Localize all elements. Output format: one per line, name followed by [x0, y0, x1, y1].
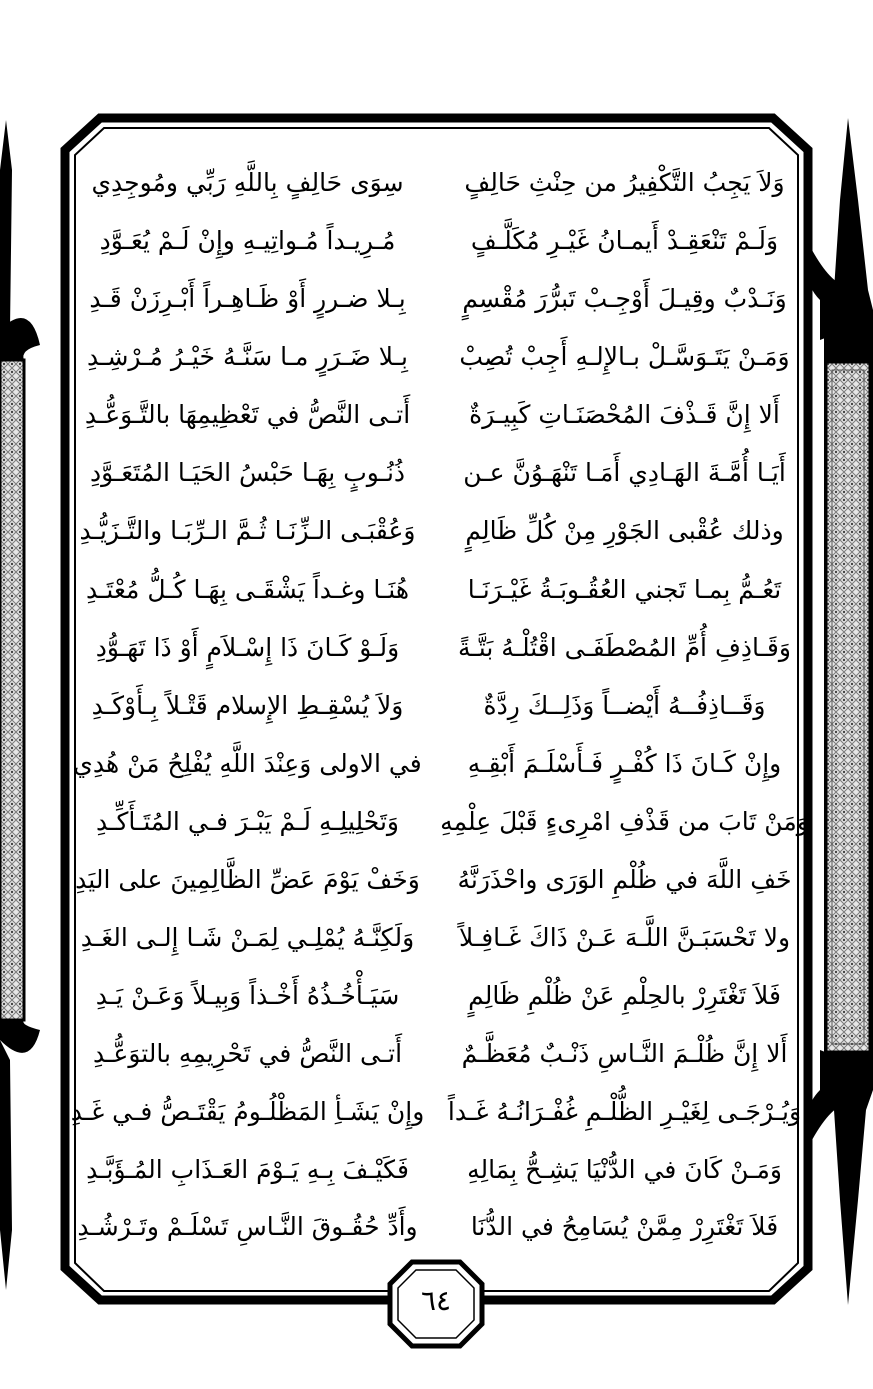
page-number: ٦٤ — [420, 1283, 452, 1317]
verse-line — [80, 679, 792, 733]
verse-first-hemistich: وَنَـدْبٌ وقِيـلَ أَوْجِـبْ تَبرُّرَ مُقْسِمٍ — [462, 284, 787, 313]
verse-line — [80, 156, 792, 210]
right-ornament — [808, 118, 873, 1305]
verse-second-hemistich: بِـلا ضـررٍ أَوْ ظَـاهِـراً أَبْـرِزَنْ قَـدِ — [89, 284, 406, 313]
verse-first-hemistich: وَلاَ يَجِبُ التَّكْفِيرُ من حِنْثِ حَالِفٍ — [464, 168, 785, 197]
verse-line — [80, 388, 792, 442]
verse-second-hemistich: بِـلا ضَـرَرٍ مـا سَنَّـهُ خَيْـرُ مُـرْشِـدِ — [87, 342, 408, 371]
verse-second-hemistich: سِوَى حَالِفٍ بِاللَّهِ رَبِّي ومُوجِدِي — [91, 168, 404, 197]
verse-line — [73, 737, 792, 791]
verse-line — [80, 1027, 792, 1081]
verse-second-hemistich: فَكَيْـفَ بِـهِ يَـوْمَ العَـذَابِ المُـؤَبَّـدِ — [86, 1155, 409, 1184]
verse-first-hemistich: أَيَـا أُمَّـةَ الهَـادِي أَمَـا تَنْهَـوُنَّ عـن — [463, 458, 786, 487]
verse-second-hemistich: وَلاَ يُسْقِـطِ الإِسلام قَتْـلاً بِـأَوْكَـدِ — [91, 691, 404, 720]
poem-verses — [70, 150, 809, 1265]
verse-line — [80, 330, 792, 384]
verse-first-hemistich: وَقَـاذِفِ أُمِّ المُصْطَفَـى اقْتُلْـهُ بَتَّـةً — [458, 633, 791, 662]
verse-first-hemistich: فَلاَ تَغْتَرِرْ بالحِلْمِ عَنْ ظُلْمِ ظَالِمٍ — [468, 981, 781, 1010]
verse-second-hemistich: وَلَكِنَّـهُ يُمْلِـي لِمَـنْ شَـا إِلـى الغَـدِ — [80, 923, 415, 952]
verse-first-hemistich: فَلاَ تَغْتَرِرْ مِمَّنْ يُسَامِحُ في الدُّنَا — [470, 1212, 779, 1241]
verse-first-hemistich: خَفِ اللَّهَ في ظُلْمِ الوَرَى واحْذَرَنَّهُ — [457, 865, 792, 894]
verse-second-hemistich: سَيَـأْخُـذُهُ أَخْـذاً وَبِيـلاً وَعَـنْ يَـدِ — [95, 981, 400, 1010]
left-ornament — [0, 120, 40, 1290]
verse-first-hemistich: وَمَنْ تَابَ من قَذْفِ امْرِىءٍ قَبْلَ عِلْمِهِ — [440, 807, 809, 836]
verse-first-hemistich: وَمَـنْ يَتَـوَسَّـلْ بـالإِلـهِ أَجِبْ تُصِبْ — [459, 342, 790, 371]
verse-second-hemistich: وَعُقْبَـى الـزِّنَـا ثُـمَّ الـرِّبَـا والتَّـزَيُّـدِ — [79, 516, 416, 545]
verse-line — [80, 795, 809, 849]
verse-second-hemistich: هُنَـا وغـداً يَشْقَـى بِهَـا كُـلُّ مُعْتَـدِ — [85, 575, 410, 604]
verse-line — [80, 1143, 792, 1197]
verse-first-hemistich: وَيُـرْجَـى لِغَيْـرِ الظُّلْـمِ غُفْـرَانُـهُ غَـداً — [447, 1097, 802, 1126]
verse-second-hemistich: في الاولى وَعِنْدَ اللَّهِ يُفْلِحُ مَنْ هُدِي — [73, 749, 422, 778]
verse-line — [80, 214, 792, 268]
verse-second-hemistich: أَتـى النَّصُّ في تَحْرِيمِهِ بالتوَعُّـدِ — [92, 1039, 403, 1068]
verse-second-hemistich: ذُنُـوبٍ بِهَـا حَبْسُ الحَيَـا المُتَعَـوَّدِ — [89, 458, 406, 487]
verse-second-hemistich: وإِنْ يَشَـأِ المَظْلُـومُ يَقْتَـصُّ فـي غَـدِ — [70, 1097, 425, 1126]
verse-line — [80, 272, 792, 326]
verse-second-hemistich: وَلَـوْ كَـانَ ذَا إِسْـلاَمٍ أَوْ ذَا تَهَـوُّدِ — [95, 633, 400, 662]
verse-second-hemistich: وَخَفْ يَوْمَ عَضِّ الظَّالِمِينَ على اليَدِ — [75, 865, 420, 894]
verse-first-hemistich: وَلَـمْ تَنْعَقِـدْ أَيمـانُ غَيْـرِ مُكَلَّـفٍ — [470, 226, 779, 255]
verse-line — [80, 911, 792, 965]
verse-first-hemistich: وَقَــاذِفُــهُ أَيْضــاً وَذَلِــكَ رِدَّةٌ — [483, 691, 766, 720]
verse-line — [70, 1085, 802, 1139]
verse-line — [77, 1200, 792, 1254]
verse-first-hemistich: أَلا إِنَّ ظُلْـمَ النَّـاسِ ذَنْـبٌ مُعَظَّـمٌ — [461, 1039, 788, 1068]
verse-second-hemistich: وأَدِّ حُقُـوقَ النَّـاسِ تَسْلَـمْ وتَـرْشُـدِ — [77, 1212, 418, 1241]
verse-line — [80, 969, 792, 1023]
verse-first-hemistich: أَلا إِنَّ قَـذْفَ المُحْصَنَـاتِ كَبِيـرَةٌ — [469, 400, 780, 429]
verse-first-hemistich: وذلك عُقْبى الجَوْرِ مِنْ كُلِّ ظَالِمٍ — [465, 516, 784, 545]
verse-first-hemistich: وَمَـنْ كَانَ في الدُّنْيَا يَشِـحُّ بِمَالِهِ — [467, 1155, 782, 1184]
verse-line — [80, 446, 792, 500]
verse-second-hemistich: مُـرِيـداً مُـواتِيـهِ وإِنْ لَـمْ يُعَـوَّدِ — [99, 226, 396, 255]
verse-line — [80, 621, 792, 675]
verse-second-hemistich: أَتـى النَّصُّ في تَعْظِيمِهَا بالتَّـوَعُّـدِ — [84, 400, 411, 429]
verse-line — [80, 563, 792, 617]
verse-line — [75, 853, 792, 907]
verse-line — [80, 504, 792, 558]
verse-first-hemistich: تَعُـمُّ بِمـا تَجني العُقُـوبَـةُ غَيْـرَنَـا — [467, 575, 782, 604]
verse-first-hemistich: ولا تَحْسَبَـنَّ اللَّـهَ عَـنْ ذَاكَ غَـافِـلاً — [458, 923, 791, 952]
verse-first-hemistich: وإِنْ كَـانَ ذَا كُفْـرٍ فَـأَسْلَـمَ أَبْقِـهِ — [467, 749, 782, 778]
verse-second-hemistich: وَتَحْلِيلِـهِ لَـمْ يَبْـرَ فـي المُتَـأَكِّـدِ — [96, 807, 399, 836]
